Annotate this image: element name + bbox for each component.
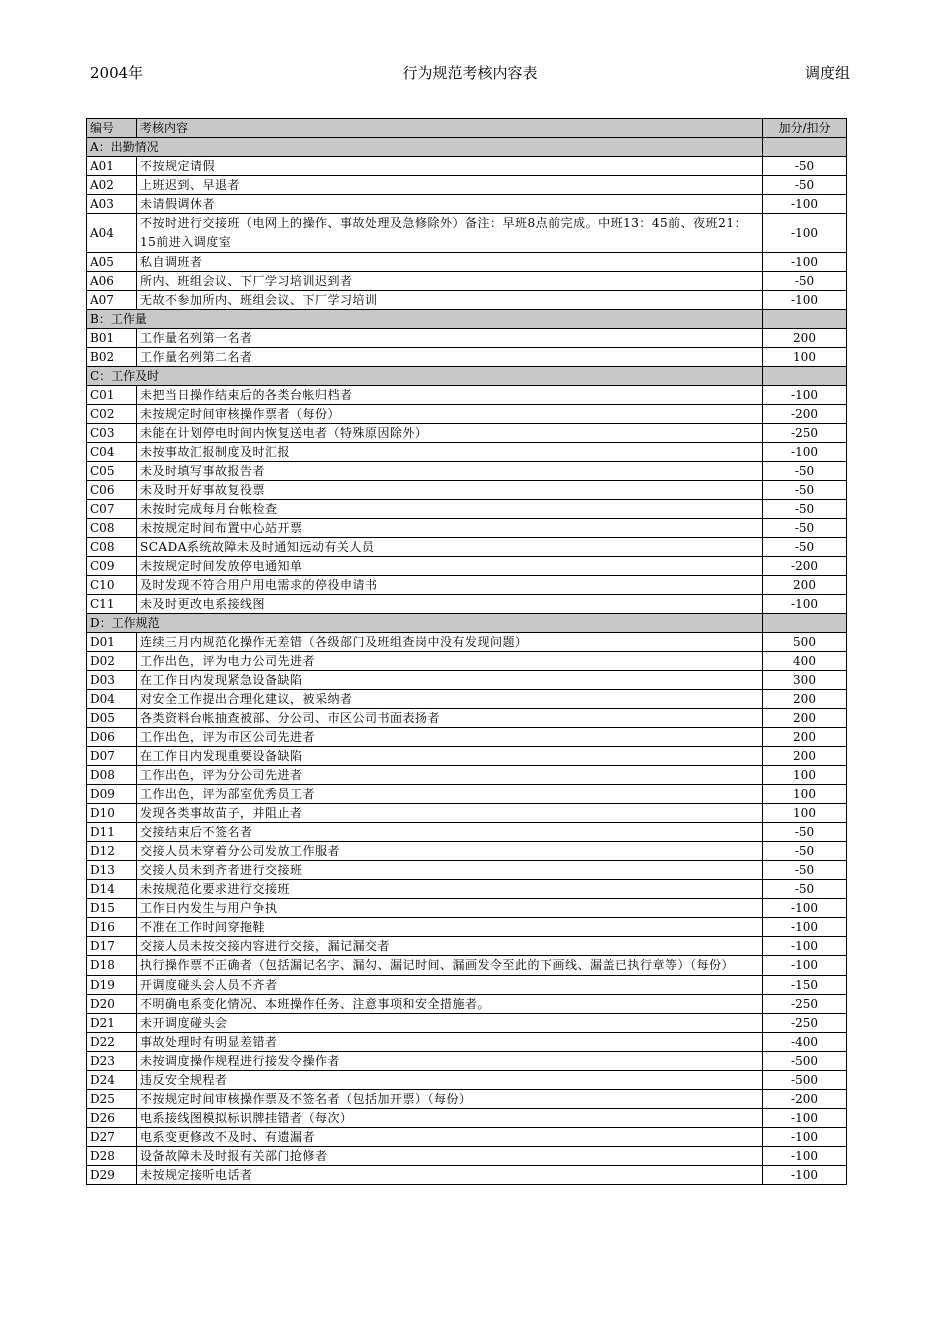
item-code: D04 [87, 690, 137, 709]
table-row [87, 519, 847, 538]
item-content: 未按规范化要求进行交接班 [137, 880, 763, 899]
item-content: 不按规定请假 [137, 157, 763, 176]
item-content: 未按规定时间审核操作票者（每份） [137, 405, 763, 424]
item-code: D09 [87, 785, 137, 804]
table-row [87, 633, 847, 652]
table-row [87, 176, 847, 195]
table-row [87, 195, 847, 214]
table-row [87, 291, 847, 310]
item-score: -50 [763, 538, 847, 557]
item-code: C02 [87, 405, 137, 424]
item-code: D20 [87, 995, 137, 1014]
item-code: D15 [87, 899, 137, 918]
table-row [87, 557, 847, 576]
item-score: -50 [763, 272, 847, 291]
item-score: -100 [763, 595, 847, 614]
item-content: 执行操作票不正确者（包括漏记名字、漏勾、漏记时间、漏画发令至此的下画线、漏盖已执行章等）（每份） [137, 956, 763, 976]
table-row [87, 386, 847, 405]
table-row [87, 1109, 847, 1128]
item-score: -100 [763, 443, 847, 462]
table-row [87, 1128, 847, 1147]
item-content: 工作量名列第二名者 [137, 348, 763, 367]
item-content: SCADA系统故障未及时通知远动有关人员 [137, 538, 763, 557]
item-code: C03 [87, 424, 137, 443]
table-row [87, 823, 847, 842]
table-row [87, 1014, 847, 1033]
header-year: 2004年 [90, 64, 144, 82]
table-row [87, 538, 847, 557]
item-code: C08 [87, 538, 137, 557]
item-score: 400 [763, 652, 847, 671]
table-row [87, 785, 847, 804]
item-content: 未按事故汇报制度及时汇报 [137, 443, 763, 462]
item-content: 不准在工作时间穿拖鞋 [137, 918, 763, 937]
table-row [87, 804, 847, 823]
item-score: -50 [763, 842, 847, 861]
item-content: 工作出色，评为部室优秀员工者 [137, 785, 763, 804]
column-header-score: 加分/扣分 [763, 119, 847, 138]
item-code: D05 [87, 709, 137, 728]
table-row [87, 728, 847, 747]
item-code: C11 [87, 595, 137, 614]
table-row [87, 462, 847, 481]
table-row [87, 842, 847, 861]
item-content: 开调度碰头会人员不齐者 [137, 976, 763, 995]
item-score: -100 [763, 937, 847, 956]
table-row [87, 652, 847, 671]
item-score: 100 [763, 766, 847, 785]
section-label: D：工作规范 [87, 614, 763, 633]
item-code: D28 [87, 1147, 137, 1166]
item-code: D19 [87, 976, 137, 995]
table-row [87, 918, 847, 937]
item-code: D18 [87, 956, 137, 976]
item-content: 不按规定时间审核操作票及不签名者（包括加开票）（每份） [137, 1090, 763, 1109]
item-score: -200 [763, 557, 847, 576]
item-content: 未请假调休者 [137, 195, 763, 214]
table-row [87, 995, 847, 1014]
item-content: 各类资料台帐抽查被部、分公司、市区公司书面表扬者 [137, 709, 763, 728]
item-content: 未按时完成每月台帐检查 [137, 500, 763, 519]
item-score: 200 [763, 690, 847, 709]
item-score: 100 [763, 804, 847, 823]
table-row [87, 157, 847, 176]
item-score: -250 [763, 1014, 847, 1033]
item-content: 未开调度碰头会 [137, 1014, 763, 1033]
item-content: 所内、班组会议、下厂学习培训迟到者 [137, 272, 763, 291]
table-row [87, 443, 847, 462]
section-header-row [87, 310, 847, 329]
table-row [87, 976, 847, 995]
table-row [87, 690, 847, 709]
item-code: C10 [87, 576, 137, 595]
item-score: -50 [763, 880, 847, 899]
item-content: 在工作日内发现重要设备缺陷 [137, 747, 763, 766]
item-code: D17 [87, 937, 137, 956]
item-code: D12 [87, 842, 137, 861]
item-content: 电系接线图模拟标识牌挂错者（每次） [137, 1109, 763, 1128]
table-body [87, 138, 847, 1185]
item-content: 工作出色，评为分公司先进者 [137, 766, 763, 785]
item-score: 200 [763, 576, 847, 595]
table-row [87, 956, 847, 976]
column-header-content: 考核内容 [137, 119, 763, 138]
document-title: 行为规范考核内容表 [402, 64, 538, 82]
item-score: -50 [763, 481, 847, 500]
item-content: 连续三月内规范化操作无差错（各级部门及班组查岗中没有发现问题） [137, 633, 763, 652]
section-label: C：工作及时 [87, 367, 763, 386]
section-label: B：工作量 [87, 310, 763, 329]
item-score: 100 [763, 348, 847, 367]
item-code: A04 [87, 214, 137, 253]
item-code: D29 [87, 1166, 137, 1185]
item-code: D26 [87, 1109, 137, 1128]
table-row [87, 329, 847, 348]
item-code: C04 [87, 443, 137, 462]
section-header-row [87, 367, 847, 386]
item-code: A05 [87, 253, 137, 272]
section-score-cell [763, 310, 847, 329]
item-content: 交接人员未按交接内容进行交接，漏记漏交者 [137, 937, 763, 956]
item-score: -50 [763, 500, 847, 519]
item-code: D01 [87, 633, 137, 652]
item-content: 未按规定接听电话者 [137, 1166, 763, 1185]
item-content: 未把当日操作结束后的各类台帐归档者 [137, 386, 763, 405]
item-code: D06 [87, 728, 137, 747]
table-row [87, 405, 847, 424]
item-content: 在工作日内发现紧急设备缺陷 [137, 671, 763, 690]
item-score: -100 [763, 386, 847, 405]
table-row [87, 500, 847, 519]
item-score: 200 [763, 747, 847, 766]
table-row [87, 747, 847, 766]
section-label: A：出勤情况 [87, 138, 763, 157]
item-code: D08 [87, 766, 137, 785]
table-row [87, 1071, 847, 1090]
item-content: 未及时填写事故报告者 [137, 462, 763, 481]
table-row [87, 576, 847, 595]
item-code: D25 [87, 1090, 137, 1109]
item-score: 500 [763, 633, 847, 652]
section-header-row [87, 614, 847, 633]
item-code: D13 [87, 861, 137, 880]
item-code: D10 [87, 804, 137, 823]
item-content: 工作出色，评为市区公司先进者 [137, 728, 763, 747]
item-content: 未及时开好事故复役票 [137, 481, 763, 500]
table-row [87, 709, 847, 728]
table-row [87, 1147, 847, 1166]
item-code: C05 [87, 462, 137, 481]
item-score: 300 [763, 671, 847, 690]
item-content: 不明确电系变化情况、本班操作任务、注意事项和安全措施者。 [137, 995, 763, 1014]
item-content: 未及时更改电系接线图 [137, 595, 763, 614]
item-score: -50 [763, 176, 847, 195]
item-score: -100 [763, 291, 847, 310]
item-content: 交接人员未穿着分公司发放工作服者 [137, 842, 763, 861]
item-code: D11 [87, 823, 137, 842]
item-content: 工作量名列第一名者 [137, 329, 763, 348]
item-score: -50 [763, 157, 847, 176]
item-code: A01 [87, 157, 137, 176]
item-content: 电系变更修改不及时、有遗漏者 [137, 1128, 763, 1147]
item-content: 无故不参加所内、班组会议、下厂学习培训 [137, 291, 763, 310]
item-score: -100 [763, 1128, 847, 1147]
item-score: -100 [763, 1147, 847, 1166]
item-content: 私自调班者 [137, 253, 763, 272]
item-code: A06 [87, 272, 137, 291]
item-code: A03 [87, 195, 137, 214]
table-row [87, 671, 847, 690]
column-header-code: 编号 [87, 119, 137, 138]
item-content: 未按规定时间发放停电通知单 [137, 557, 763, 576]
table-row [87, 272, 847, 291]
item-code: A07 [87, 291, 137, 310]
item-code: A02 [87, 176, 137, 195]
assessment-table [86, 118, 847, 1185]
table-row [87, 766, 847, 785]
item-code: D02 [87, 652, 137, 671]
section-header-row [87, 138, 847, 157]
item-score: -200 [763, 405, 847, 424]
item-content: 对安全工作提出合理化建议，被采纳者 [137, 690, 763, 709]
item-code: D23 [87, 1052, 137, 1071]
item-content: 未按规定时间布置中心站开票 [137, 519, 763, 538]
item-code: D07 [87, 747, 137, 766]
item-content: 交接人员未到齐者进行交接班 [137, 861, 763, 880]
item-score: -50 [763, 823, 847, 842]
table-header-row [87, 119, 847, 138]
item-score: 200 [763, 329, 847, 348]
item-content: 工作出色，评为电力公司先进者 [137, 652, 763, 671]
item-score: -100 [763, 1109, 847, 1128]
item-code: D24 [87, 1071, 137, 1090]
item-code: B01 [87, 329, 137, 348]
table-row [87, 595, 847, 614]
table-row [87, 1166, 847, 1185]
item-content: 不按时进行交接班（电网上的操作、事故处理及急修除外）备注：早班8点前完成。中班13：45前、夜班21：15前进入调度室 [137, 214, 763, 253]
page-header [90, 62, 850, 84]
item-code: C07 [87, 500, 137, 519]
item-code: D21 [87, 1014, 137, 1033]
item-content: 设备故障未及时报有关部门抢修者 [137, 1147, 763, 1166]
item-code: D27 [87, 1128, 137, 1147]
item-content: 未按调度操作规程进行接发令操作者 [137, 1052, 763, 1071]
item-score: 200 [763, 728, 847, 747]
item-score: -200 [763, 1090, 847, 1109]
item-score: -50 [763, 519, 847, 538]
item-code: C09 [87, 557, 137, 576]
item-score: -100 [763, 956, 847, 976]
item-code: D03 [87, 671, 137, 690]
item-code: B02 [87, 348, 137, 367]
section-score-cell [763, 614, 847, 633]
table-row [87, 348, 847, 367]
item-score: -100 [763, 195, 847, 214]
item-score: -100 [763, 253, 847, 272]
table-row [87, 1052, 847, 1071]
item-content: 未能在计划停电时间内恢复送电者（特殊原因除外） [137, 424, 763, 443]
item-score: -100 [763, 918, 847, 937]
item-score: 200 [763, 709, 847, 728]
item-code: C06 [87, 481, 137, 500]
item-content: 上班迟到、早退者 [137, 176, 763, 195]
table-row [87, 481, 847, 500]
table-row [87, 1033, 847, 1052]
item-content: 事故处理时有明显差错者 [137, 1033, 763, 1052]
table-row [87, 424, 847, 443]
item-score: -500 [763, 1052, 847, 1071]
item-content: 工作日内发生与用户争执 [137, 899, 763, 918]
item-score: -400 [763, 1033, 847, 1052]
table-row [87, 899, 847, 918]
table-row [87, 937, 847, 956]
item-score: -250 [763, 995, 847, 1014]
header-group: 调度组 [804, 64, 850, 82]
table-row [87, 214, 847, 253]
item-score: -100 [763, 214, 847, 253]
item-code: D22 [87, 1033, 137, 1052]
item-code: D16 [87, 918, 137, 937]
item-score: -100 [763, 899, 847, 918]
item-content: 及时发现不符合用户用电需求的停役申请书 [137, 576, 763, 595]
item-score: -50 [763, 861, 847, 880]
item-score: -500 [763, 1071, 847, 1090]
table-row [87, 861, 847, 880]
item-score: 100 [763, 785, 847, 804]
section-score-cell [763, 367, 847, 386]
section-score-cell [763, 138, 847, 157]
item-score: -150 [763, 976, 847, 995]
item-code: C08 [87, 519, 137, 538]
item-score: -250 [763, 424, 847, 443]
item-content: 交接结束后不签名者 [137, 823, 763, 842]
item-code: C01 [87, 386, 137, 405]
item-score: -100 [763, 1166, 847, 1185]
table-row [87, 253, 847, 272]
table-row [87, 1090, 847, 1109]
table-row [87, 880, 847, 899]
item-content: 违反安全规程者 [137, 1071, 763, 1090]
item-content: 发现各类事故苗子，并阻止者 [137, 804, 763, 823]
item-score: -50 [763, 462, 847, 481]
item-code: D14 [87, 880, 137, 899]
